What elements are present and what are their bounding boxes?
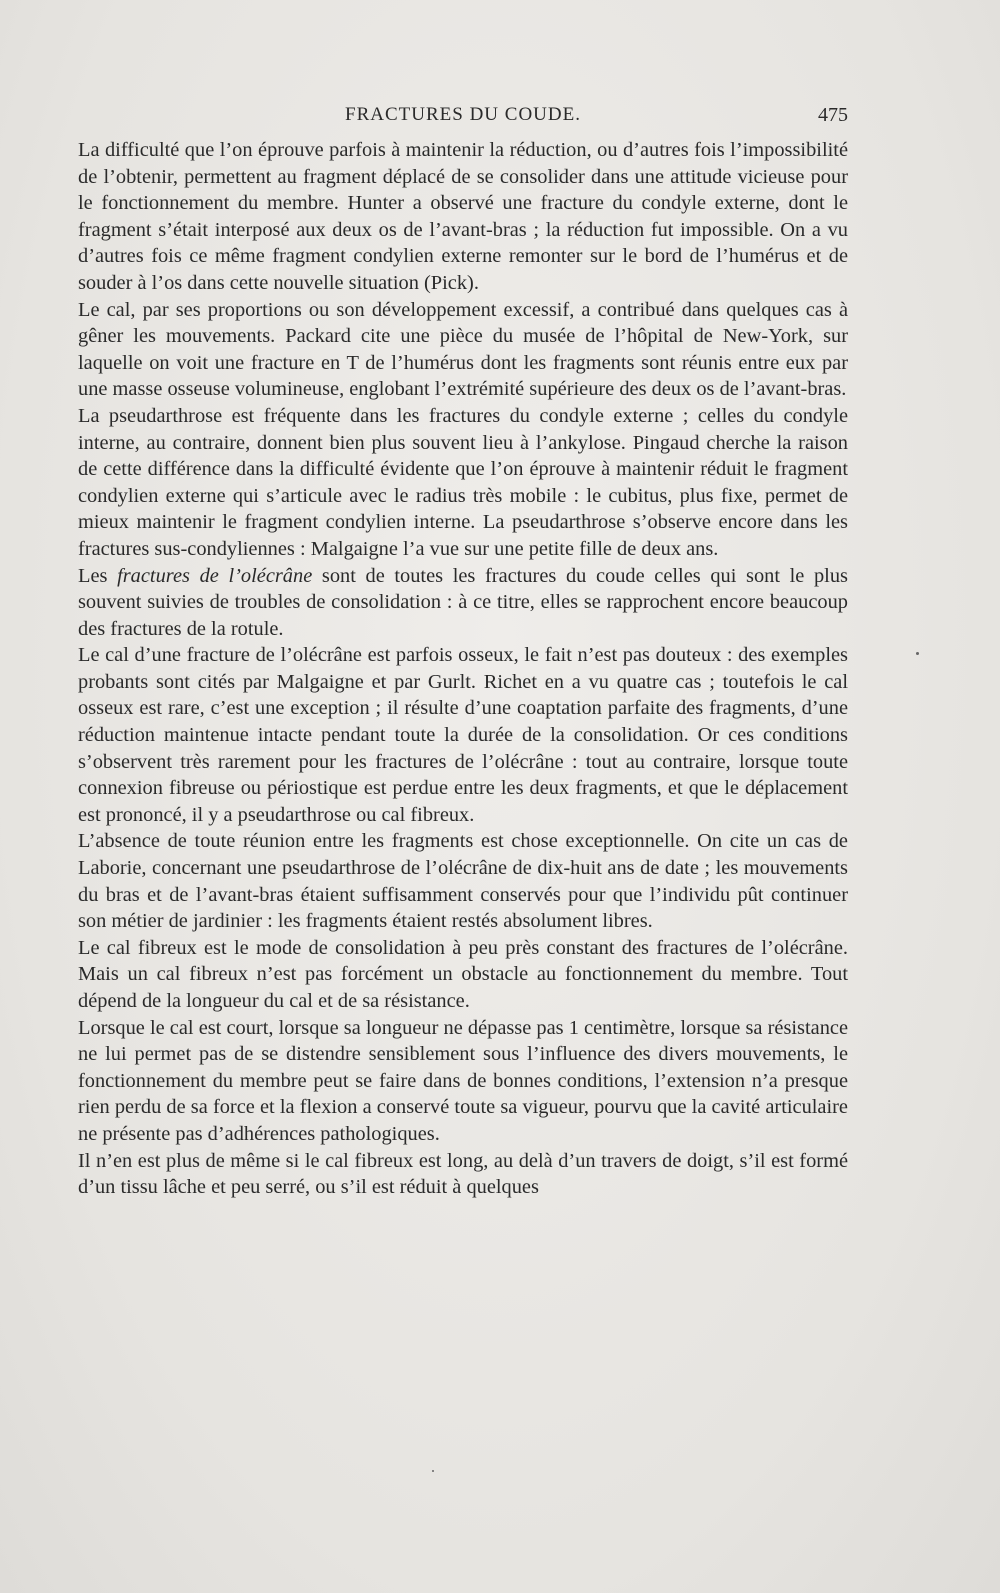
italic-term: fractures de l’olécrâne xyxy=(117,564,313,587)
ink-speck xyxy=(916,652,919,655)
body-text xyxy=(78,137,848,1201)
paragraph-rest: sont de toutes les fractures du coude celles qui sont le plus souvent suivies de troubles de consolidation : à ce titre, elles se rapprochent encore beaucoup des fractures de la rotule. xyxy=(78,564,848,640)
paragraph: Le cal, par ses proportions ou son développement excessif, a contribué dans quelques cas à gêner les mouvements. Packard cite une pièce du musée de l’hôpital de New-York, sur laquelle on voit une fracture en T de l’humérus dont les fragments sont réunis entre eux par une masse osseuse volumineuse, englobant l’extrémité supérieure des deux os de l’avant-bras. xyxy=(78,298,848,401)
paragraph: L’absence de toute réunion entre les fragments est chose exceptionnelle. On cite un cas de Laborie, concernant une pseudarthrose de l’olécrâne de dix-huit ans de date ; les mouvements du bras et de l’avant-bras étaient suffisamment conservés pour que l’individu pût continuer son métier de jardinier : les fragments étaient restés absolument libres. xyxy=(78,830,848,933)
paragraph-lead: Les xyxy=(78,564,118,587)
paragraph: Le cal fibreux est le mode de consolidation à peu près constant des fractures de l’olécrâne. Mais un cal fibreux n’est pas forcément un obstacle au fonctionnement du membre. Tout dépend de la longueur du cal et de sa résistance. xyxy=(78,936,848,1012)
paragraph: Il n’en est plus de même si le cal fibreux est long, au delà d’un travers de doigt, s’il est formé d’un tissu lâche et peu serré, ou s’il est réduit à quelques xyxy=(78,1149,848,1199)
paragraph: La pseudarthrose est fréquente dans les fractures du condyle externe ; celles du condyle interne, au contraire, donnent bien plus souvent lieu à l’ankylose. Pingaud cherche la raison de cette différence dans la difficulté évidente que l’on éprouve à maintenir réduit le fragment condylien externe qui s’articule avec le radius très mobile : le cubitus, plus fixe, permet de mieux maintenir le fragment condylien interne. La pseudarthrose s’observe encore dans les fractures sus-condyliennes : Malgaigne l’a vue sur une petite fille de deux ans. xyxy=(78,404,848,560)
running-head xyxy=(78,104,848,130)
running-title: FRACTURES DU COUDE. xyxy=(345,104,581,125)
paragraph xyxy=(78,563,848,643)
paragraph: Le cal d’une fracture de l’olécrâne est parfois osseux, le fait n’est pas douteux : des exemples probants sont cités par Malgaigne et par Gurlt. Richet en a vu quatre cas ; toutefois le cal osseux est rare, c’est une exception ; il résulte d’une coaptation parfaite des fragments, d’une réduction maintenue intacte pendant toute la durée de la consolidation. Or ces conditions s’observent très rarement pour les fractures de l’olécrâne : tout au contraire, lorsque toute connexion fibreuse ou périostique est perdue entre les deux fragments, et que le déplacement est prononcé, il y a pseudarthrose ou cal fibreux. xyxy=(78,644,848,826)
ink-speck xyxy=(432,1470,434,1472)
page-number: 475 xyxy=(818,104,848,126)
paragraph: La difficulté que l’on éprouve parfois à maintenir la réduction, ou d’autres fois l’impossibilité de l’obtenir, permettent au fragment déplacé de se consolider dans une attitude vicieuse pour le fonctionnement du membre. Hunter a observé une fracture du condyle externe, dont le fragment s’était interposé aux deux os de l’avant-bras ; la réduction fut impossible. On a vu d’autres fois ce même fragment condylien externe remonter sur le bord de l’humérus et de souder à l’os dans cette nouvelle situation (Pick). xyxy=(78,139,848,294)
paragraph: Lorsque le cal est court, lorsque sa longueur ne dépasse pas 1 centimètre, lorsque sa résistance ne lui permet pas de se distendre sensiblement sous l’influence des divers mouvements, le fonctionnement du membre peut se faire dans de bonnes conditions, l’extension n’a presque rien perdu de sa force et la flexion a conservé toute sa vigueur, pourvu que la cavité articulaire ne présente pas d’adhérences pathologiques. xyxy=(78,1016,848,1145)
